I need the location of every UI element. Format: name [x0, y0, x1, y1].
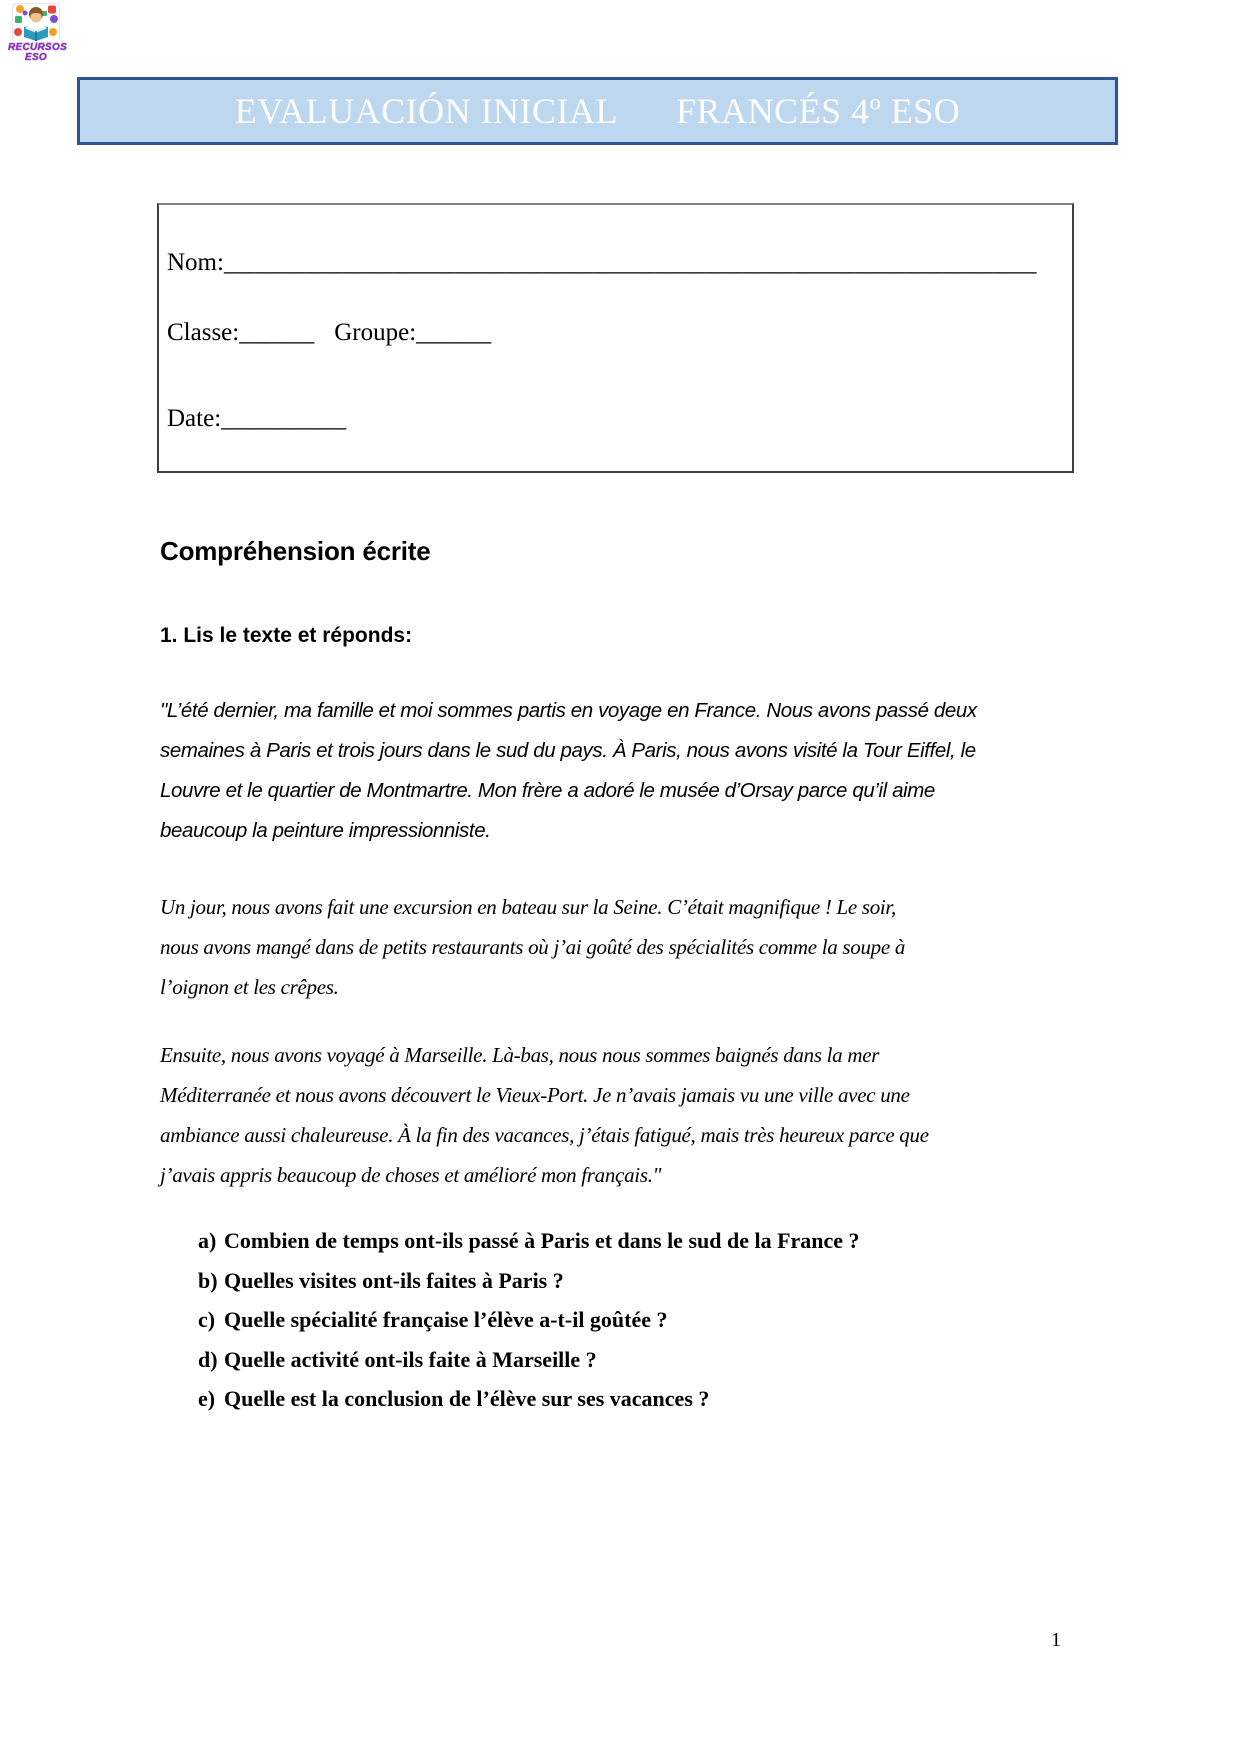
groupe-label: Groupe: — [334, 319, 417, 346]
logo-text-line2: ESO — [24, 52, 48, 63]
question-letter: d) — [198, 1346, 218, 1372]
paragraph-line: Ensuite, nous avons voyagé à Marseille. Là-bas, nous nous sommes baignés dans la mer — [160, 1043, 880, 1067]
paragraph-line: semaines à Paris et trois jours dans le sud du pays. À Paris, nous avons visité la Tour Eiffel, le — [160, 739, 976, 762]
question-text: Combien de temps ont-ils passé à Paris et dans le sud de la France ? — [224, 1228, 860, 1253]
section-heading: Compréhension écrite — [160, 536, 431, 566]
nom-row — [167, 249, 1036, 277]
date-blank-line: __________ — [221, 405, 347, 432]
classe-blank-line: ______ — [239, 319, 315, 346]
reading-paragraph-2 — [160, 887, 905, 1007]
logo-image — [12, 3, 60, 43]
exercise-title: 1. Lis le texte et réponds: — [160, 624, 413, 647]
nom-blank-line: _________________________________________________________________ — [223, 249, 1037, 276]
question-letter: a) — [198, 1228, 217, 1253]
question-item-c — [198, 1300, 860, 1340]
question-list — [198, 1221, 860, 1419]
question-text: Quelle est la conclusion de l’élève sur ses vacances ? — [224, 1386, 710, 1411]
groupe-blank-line: ______ — [416, 319, 492, 346]
title-banner — [77, 77, 1118, 145]
paragraph-line: Louvre et le quartier de Montmartre. Mon frère a adoré le musée d’Orsay parce qu’il aime — [160, 779, 935, 802]
site-logo — [8, 3, 68, 63]
question-item-b — [198, 1261, 860, 1301]
paragraph-line: ambiance aussi chaleureuse. À la fin des vacances, j’étais fatigué, mais très heureux parce que — [160, 1123, 929, 1147]
student-info-box — [157, 203, 1074, 473]
question-item-e — [198, 1379, 860, 1419]
question-letter: c) — [198, 1307, 216, 1332]
question-item-d — [198, 1340, 860, 1380]
banner-title-right: FRANCÉS 4º ESO — [676, 91, 961, 131]
paragraph-line: Méditerranée et nous avons découvert le Vieux-Port. Je n’avais jamais vu une ville avec une — [160, 1083, 910, 1107]
question-text: Quelles visites ont-ils faites à Paris ? — [224, 1267, 564, 1293]
page-number: 1 — [1051, 1629, 1061, 1651]
reading-paragraph-3 — [160, 1035, 929, 1195]
paragraph-line: nous avons mangé dans de petits restaurants où j’ai goûté des spécialités comme la soupe à — [160, 935, 906, 959]
paragraph-line: l’oignon et les crêpes. — [160, 975, 339, 999]
classe-groupe-row — [167, 319, 491, 347]
banner-title-left: EVALUACIÓN INICIAL — [234, 91, 619, 131]
question-text: Quelle spécialité française l’élève a-t-il goûtée ? — [224, 1307, 668, 1332]
question-text: Quelle activité ont-ils faite à Marseille ? — [224, 1346, 597, 1372]
reading-paragraph-1 — [160, 691, 977, 851]
paragraph-line: "L’été dernier, ma famille et moi sommes partis en voyage en France. Nous avons passé deux — [160, 699, 977, 722]
date-label: Date: — [167, 405, 222, 432]
nom-label: Nom: — [167, 249, 224, 276]
question-letter: e) — [198, 1386, 216, 1411]
question-letter: b) — [198, 1267, 218, 1293]
paragraph-line: Un jour, nous avons fait une excursion en bateau sur la Seine. C’était magnifique ! Le soir, — [160, 895, 896, 919]
date-row — [167, 405, 346, 433]
question-item-a — [198, 1221, 860, 1261]
classe-label: Classe: — [167, 319, 240, 346]
paragraph-line: j’avais appris beaucoup de choses et amélioré mon français." — [160, 1163, 662, 1187]
logo-text-line1: RECURSOS — [8, 42, 68, 53]
paragraph-line: beaucoup la peinture impressionniste. — [160, 819, 491, 842]
